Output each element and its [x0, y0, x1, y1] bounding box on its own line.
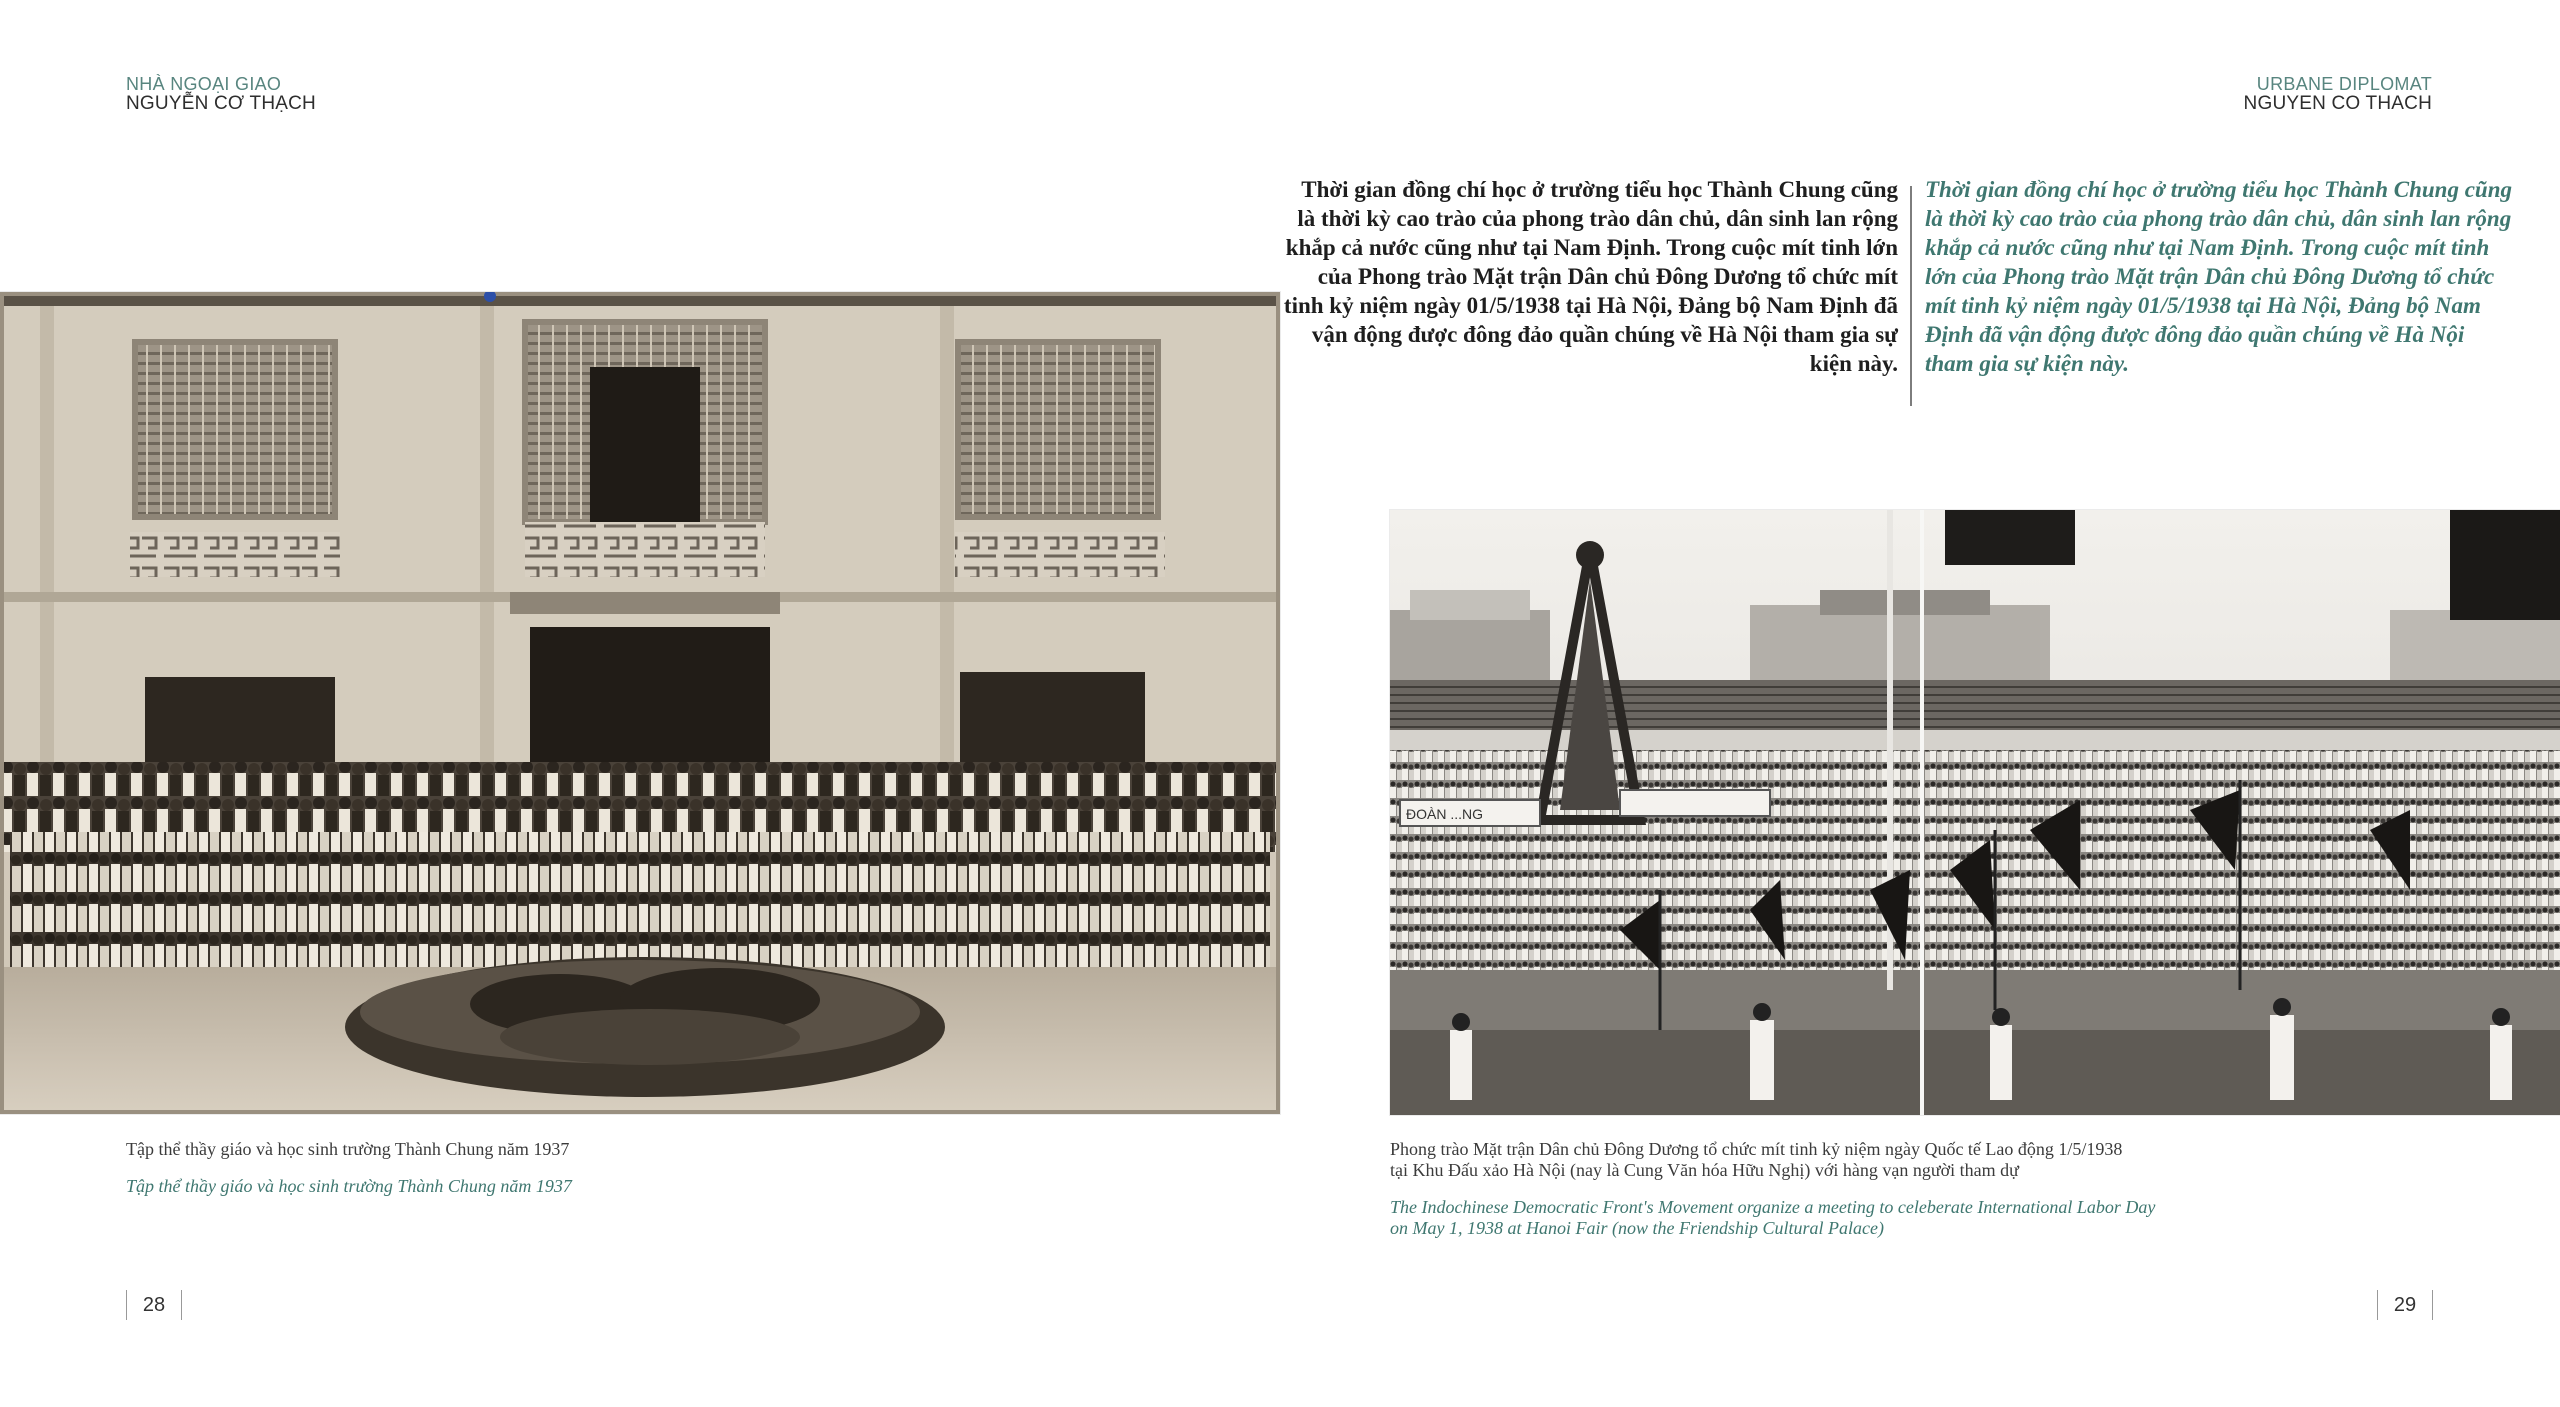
right-caption-en-line1: The Indochinese Democratic Front's Movement organize a meeting to celeberate International Labor Day — [1390, 1197, 2156, 1217]
right-running-header — [2244, 74, 2432, 114]
left-caption-vi: Tập thể thầy giáo và học sinh trường Thành Chung năm 1937 — [126, 1139, 570, 1159]
left-caption-en: Tập thể thầy giáo và học sinh trường Thành Chung năm 1937 — [126, 1176, 572, 1196]
right-caption-vi-line2: tại Khu Đấu xảo Hà Nội (nay là Cung Văn hóa Hữu Nghị) với hàng vạn người tham dự — [1390, 1160, 2019, 1180]
right-page-number: 29 — [2377, 1290, 2433, 1320]
right-photo-caption — [1390, 1139, 2270, 1239]
body-text-vietnamese: Thời gian đồng chí học ở trường tiểu học Thành Chung cũng là thời kỳ cao trào của phong trào dân chủ, dân sinh lan rộng khắp cả nước cũng như tại Nam Định. Trong cuộc mít tinh lớn của Phong trào Mặt trận Dân chủ Đông Dương tổ chức mít tinh kỷ niệm ngày 01/5/1938 tại Hà Nội, Đảng bộ Nam Định đã vận động được đông đảo quần chúng về Hà Nội tham gia sự kiện này. — [1283, 177, 1898, 376]
right-caption-vi-line1: Phong trào Mặt trận Dân chủ Đông Dương tổ chức mít tinh kỷ niệm ngày Quốc tế Lao động 1/5/1938 — [1390, 1139, 2123, 1159]
left-page-number: 28 — [126, 1290, 182, 1320]
left-running-header — [126, 74, 316, 114]
right-page — [1280, 0, 2560, 1407]
left-photo-caption — [126, 1139, 1026, 1197]
rally-photo — [1390, 510, 2560, 1115]
right-header-series: URBANE DIPLOMAT — [2256, 74, 2432, 94]
right-caption-en — [1390, 1197, 2270, 1239]
right-caption-en-line2: on May 1, 1938 at Hanoi Fair (now the Friendship Cultural Palace) — [1390, 1218, 1884, 1238]
school-group-photo-icon — [0, 292, 1280, 1114]
rally-photo-icon — [1390, 510, 2560, 1115]
right-caption-vi — [1390, 1139, 2270, 1181]
left-header-series: NHÀ NGOẠI GIAO — [126, 74, 282, 94]
rally-banner-text: ĐOÀN ...NG — [1406, 806, 1484, 822]
left-header-name: NGUYỄN CƠ THẠCH — [126, 93, 316, 114]
column-divider — [1910, 186, 1912, 406]
school-group-photo — [0, 292, 1280, 1114]
body-text-translation: Thời gian đồng chí học ở trường tiểu học Thành Chung cũng là thời kỳ cao trào của phong trào dân chủ, dân sinh lan rộng khắp cả nước cũng như tại Nam Định. Trong cuộc mít tinh lớn của Phong trào Mặt trận Dân chủ Đông Dương tổ chức mít tinh kỷ niệm ngày 01/5/1938 tại Hà Nội, Đảng bộ Nam Định đã vận động được đông đảo quần chúng về Hà Nội tham gia sự kiện này. — [1925, 177, 2512, 376]
right-header-name: NGUYEN CO THACH — [2243, 93, 2432, 114]
